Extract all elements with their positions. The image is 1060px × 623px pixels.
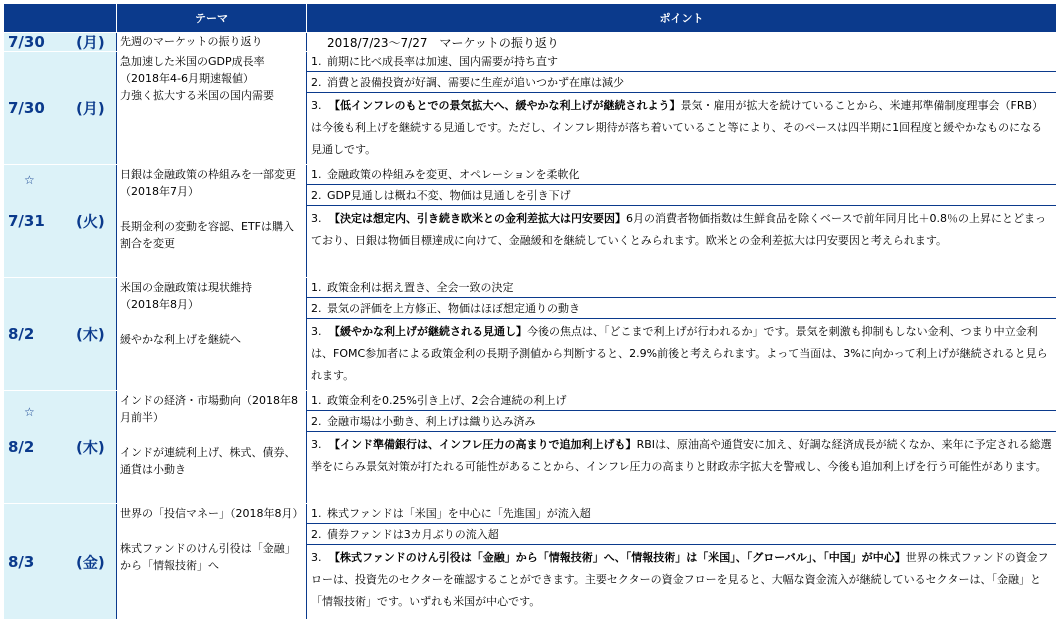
- theme-line: インドの経済・市場動向（2018年8月前半）: [120, 394, 298, 424]
- point-item: 3. 【緩やかな利上げが継続される見通し】今後の焦点は、「どこまで利上げが行われるか」です。景気を刺激も抑制もしない金利、つまり中立金利は、FOMC参加者による政策金利の長期予測値から判断すると、2.9%前後と考えられます。よって当面は、3%に向かって利上げが継続されると見られます。: [311, 325, 1048, 382]
- table-row: [4, 165, 1056, 277]
- date-cell: [4, 504, 116, 619]
- table-row: [4, 504, 1056, 619]
- point-item: 2. 消費と設備投資が好調、需要に生産が追いつかず在庫は減少: [307, 73, 1056, 93]
- table-row: [4, 33, 1056, 51]
- header-point: ポイント: [307, 4, 1056, 32]
- theme-line: （2018年4-6月期速報値）: [120, 72, 254, 85]
- market-report-table: [4, 4, 1056, 619]
- date: 7/31: [8, 212, 45, 230]
- header-blank: [4, 4, 116, 32]
- weekday: (月): [76, 33, 105, 52]
- point-item: 3. 【インド準備銀行は、インフレ圧力の高まりで追加利上げも】RBIは、原油高や通貨安に加え、好調な経済成長が続くなか、来年に予定される総選挙をにらみ景気対策が打たれる可能性があることから、インフレ圧力の高まりと財政赤字拡大を警戒し、今後も追加利上げを行う可能性があります。: [311, 438, 1052, 473]
- point-item: 1. 金融政策の枠組みを変更、オペレーションを柔軟化: [307, 165, 1056, 185]
- points-cell: [307, 504, 1056, 619]
- point-item: 1. 政策金利は据え置き、全会一致の決定: [307, 278, 1056, 298]
- weekday: (木): [76, 325, 105, 344]
- header-theme: テーマ: [117, 4, 306, 32]
- weekday: (火): [76, 212, 105, 231]
- date-cell: [4, 391, 116, 503]
- theme-line: 米国の金融政策は現状維持: [120, 281, 252, 294]
- date: 7/30: [8, 33, 45, 51]
- point-item: 2. GDP見通しは概ね不変、物価は見通しを引き下げ: [307, 186, 1056, 206]
- point-item: 2. 債券ファンドは3カ月ぶりの流入超: [307, 525, 1056, 545]
- points-cell: [307, 165, 1056, 277]
- date: 8/3: [8, 552, 35, 571]
- point-item: 1. 政策金利を0.25%引き上げ、2会合連続の利上げ: [307, 391, 1056, 411]
- points-cell: [307, 278, 1056, 390]
- summary-text: 2018/7/23～7/27 マーケットの振り返り: [327, 36, 559, 50]
- theme-cell: [117, 504, 306, 619]
- points-cell: [307, 33, 1056, 51]
- weekday: (月): [76, 99, 105, 118]
- point-item: 2. 金融市場は小動き、利上げは織り込み済み: [307, 412, 1056, 432]
- point-item: 3. 【株式ファンドのけん引役は「金融」から「情報技術」へ、「情報技術」は「米国」、「グローバル」、「中国」が中心】世界の株式ファンドの資金フローは、投資先のセクターを確認することができます。主要セクターの資金フローを見ると、大幅な資金流入が継続しているセクターは、「金融」と「情報技術」です。いずれも米国が中心です。: [311, 551, 1049, 608]
- theme-line: 先週のマーケットの振り返り: [120, 35, 263, 48]
- point-item: 2. 景気の評価を上方修正、物価はほぼ想定通りの動き: [307, 299, 1056, 319]
- theme-line: 長期金利の変動を容認、ETFは購入割合を変更: [120, 220, 294, 250]
- point-item: 3. 【決定は想定内、引き続き欧米との金利差拡大は円安要因】6月の消費者物価指数は生鮮食品を除くベースで前年同月比＋0.8％の上昇にとどまっており、日銀は物価目標達成に向けて、金融緩和を継続していくとみられます。欧米との金利差拡大は円安要因と考えられます。: [311, 212, 1046, 247]
- theme-line: （2018年8月）: [120, 298, 199, 311]
- weekday: (木): [76, 438, 105, 457]
- table-row: [4, 278, 1056, 390]
- theme-line: 日銀は金融政策の枠組みを一部変更（2018年7月）: [120, 168, 296, 198]
- date: 8/2: [8, 438, 35, 456]
- theme-line: 世界の「投信マネー」（2018年8月）: [120, 507, 304, 520]
- star-icon: ☆: [24, 405, 35, 419]
- table-row: [4, 52, 1056, 164]
- theme-cell: [117, 165, 306, 277]
- theme-cell: [117, 33, 306, 51]
- theme-cell: [117, 52, 306, 164]
- theme-line: 株式ファンドのけん引役は「金融」から「情報技術」へ: [120, 542, 296, 572]
- date: 7/30: [8, 99, 45, 117]
- date-cell: [4, 278, 116, 390]
- date-cell: [4, 52, 116, 164]
- point-item: 3. 【低インフレのもとでの景気拡大へ、緩やかな利上げが継続されよう】景気・雇用が拡大を続けていることから、米連邦準備制度理事会（FRB）は今後も利上げを継続する見通しです。ただし、インフレ期待が落ち着いていること等により、そのペースは四半期に1回程度と緩やかなものになる見通しです。: [311, 99, 1044, 156]
- theme-cell: [117, 391, 306, 503]
- theme-line: 急加速した米国のGDP成長率: [120, 55, 265, 68]
- table-row: [4, 391, 1056, 503]
- star-icon: ☆: [24, 173, 35, 187]
- date-cell: [4, 33, 116, 51]
- theme-cell: [117, 278, 306, 390]
- points-cell: [307, 391, 1056, 503]
- date: 8/2: [8, 325, 35, 343]
- theme-line: 緩やかな利上げを継続へ: [120, 333, 241, 346]
- weekday: (金): [76, 553, 105, 571]
- date-cell: [4, 165, 116, 277]
- point-item: 1. 前期に比べ成長率は加速、国内需要が持ち直す: [307, 52, 1056, 72]
- theme-line: インドが連続利上げ、株式、債券、通貨は小動き: [120, 446, 296, 476]
- point-item: 1. 株式ファンドは「米国」を中心に「先進国」が流入超: [307, 504, 1056, 524]
- theme-line: 力強く拡大する米国の国内需要: [120, 89, 274, 102]
- points-cell: [307, 52, 1056, 164]
